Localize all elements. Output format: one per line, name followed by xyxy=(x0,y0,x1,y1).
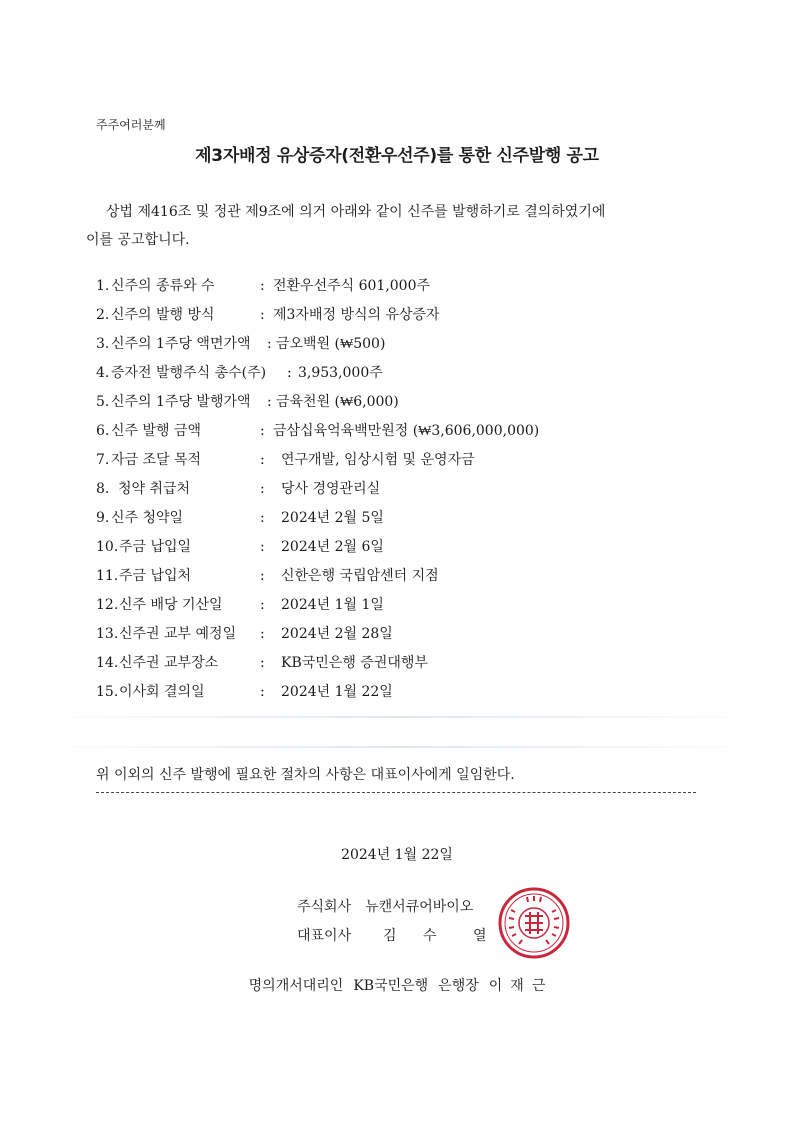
item-number: 2. xyxy=(96,307,110,323)
item-number: 13. xyxy=(96,626,119,642)
item-label: 신주의 1주당 발행가액 xyxy=(111,394,251,410)
item-value: 연구개발, 임상시험 및 운영자금 xyxy=(281,452,475,468)
item-value: 당사 경영관리실 xyxy=(281,481,381,497)
list-item xyxy=(96,417,736,446)
company-line xyxy=(297,896,473,916)
item-number: 4. xyxy=(96,365,110,381)
list-item xyxy=(96,562,736,591)
item-value: 제3자배정 방식의 유상증자 xyxy=(273,307,440,323)
item-number: 8. xyxy=(96,481,110,497)
item-label: 신주 발행 금액 xyxy=(111,423,202,439)
item-colon: : xyxy=(260,539,265,555)
list-item xyxy=(96,649,736,678)
item-colon: : xyxy=(260,452,265,468)
item-value: KB국민은행 증권대행부 xyxy=(281,655,428,671)
registrar-name-char: 이 xyxy=(488,978,503,994)
item-colon: : xyxy=(260,568,265,584)
item-value: 2024년 2월 28일 xyxy=(281,626,393,642)
scan-artifact xyxy=(40,716,760,718)
item-value: 전환우선주식 601,000주 xyxy=(273,278,431,294)
item-value: 신한은행 국립암센터 지점 xyxy=(281,568,439,584)
representative-title: 대표이사 xyxy=(297,928,352,944)
dashed-divider xyxy=(96,792,696,793)
item-colon: : xyxy=(260,684,265,700)
item-colon: : xyxy=(260,481,265,497)
item-number: 1. xyxy=(96,278,110,294)
company-seal-icon xyxy=(497,886,571,960)
item-label: 신주권 교부 예정일 xyxy=(119,626,237,642)
registrar-line xyxy=(0,975,794,995)
list-item xyxy=(96,272,736,301)
list-item xyxy=(96,446,736,475)
item-label: 신주의 발행 방식 xyxy=(111,307,215,323)
item-label: 신주의 1주당 액면가액 xyxy=(111,336,251,352)
item-value: 2024년 1월 22일 xyxy=(281,684,393,700)
item-label: 신주 청약일 xyxy=(111,510,184,526)
item-value: 금삼십육억육백만원정 (₩3,606,000,000) xyxy=(273,423,540,439)
list-item xyxy=(96,504,736,533)
page-title: 제3자배정 유상증자(전환우선주)를 통한 신주발행 공고 xyxy=(195,146,599,166)
item-number: 15. xyxy=(96,684,119,700)
intro-line-2: 이를 공고합니다. xyxy=(86,232,190,248)
registrar-name-char: 재 xyxy=(510,978,524,994)
item-value: 금육천원 (₩6,000) xyxy=(276,394,399,410)
representative-name-char: 김 xyxy=(383,928,397,944)
item-colon: : xyxy=(260,597,265,613)
item-label: 신주권 교부장소 xyxy=(119,655,219,671)
item-number: 7. xyxy=(96,452,110,468)
item-number: 6. xyxy=(96,423,110,439)
item-label: 신주 배당 기산일 xyxy=(119,597,223,613)
item-label: 증자전 발행주식 총수(주) xyxy=(111,365,267,381)
list-item xyxy=(96,591,736,620)
list-item xyxy=(96,388,736,417)
item-label: 청약 취급처 xyxy=(118,481,191,497)
list-item xyxy=(96,475,736,504)
list-item xyxy=(96,533,736,562)
salutation: 주주여러분께 xyxy=(96,118,166,132)
item-label: 신주의 종류와 수 xyxy=(111,278,215,294)
item-colon: : xyxy=(287,365,292,381)
item-number: 5. xyxy=(96,394,110,410)
representative-name-char: 열 xyxy=(473,928,487,944)
item-number: 11. xyxy=(96,568,119,584)
representative-name-char: 수 xyxy=(423,928,437,944)
registrar-position: 은행장 xyxy=(438,978,479,994)
item-colon: : xyxy=(260,278,265,294)
list-item xyxy=(96,359,736,388)
item-label: 자금 조달 목적 xyxy=(111,452,202,468)
item-colon: : xyxy=(260,423,265,439)
company-type: 주식회사 xyxy=(297,899,352,915)
item-colon: : xyxy=(260,626,265,642)
item-colon: : xyxy=(267,394,272,410)
scan-artifact xyxy=(40,746,760,748)
item-value: 금오백원 (₩500) xyxy=(276,336,386,352)
item-number: 14. xyxy=(96,655,119,671)
registrar-name-char: 근 xyxy=(531,978,546,994)
registrar-bank: KB국민은행 xyxy=(353,978,429,994)
registrar-role: 명의개서대리인 xyxy=(248,978,344,994)
item-label: 이사회 결의일 xyxy=(119,684,205,700)
list-item xyxy=(96,678,736,707)
item-number: 10. xyxy=(96,539,119,555)
item-value: 2024년 2월 5일 xyxy=(281,510,384,526)
item-colon: : xyxy=(260,510,265,526)
terms-list xyxy=(96,272,736,707)
item-value: 2024년 1월 1일 xyxy=(281,597,384,613)
closing-statement: 위 이외의 신주 발행에 필요한 절차의 사항은 대표이사에게 일임한다. xyxy=(96,767,515,783)
list-item xyxy=(96,620,736,649)
notice-date: 2024년 1월 22일 xyxy=(341,847,453,863)
intro-line-1: 상법 제416조 및 정관 제9조에 의거 아래와 같이 신주를 발행하기로 결의하였기에 xyxy=(106,204,606,220)
item-label: 주금 납입처 xyxy=(119,568,192,584)
item-value: 2024년 2월 6일 xyxy=(281,539,384,555)
list-item xyxy=(96,330,736,359)
item-colon: : xyxy=(260,655,265,671)
list-item xyxy=(96,301,736,330)
item-label: 주금 납입일 xyxy=(119,539,192,555)
company-name: 뉴캔서큐어바이오 xyxy=(365,899,474,915)
item-number: 12. xyxy=(96,597,119,613)
item-number: 9. xyxy=(96,510,110,526)
item-value: 3,953,000주 xyxy=(298,365,383,381)
intro-paragraph xyxy=(86,198,726,254)
item-number: 3. xyxy=(96,336,110,352)
representative-line xyxy=(297,925,487,945)
item-colon: : xyxy=(260,307,265,323)
item-colon: : xyxy=(267,336,272,352)
